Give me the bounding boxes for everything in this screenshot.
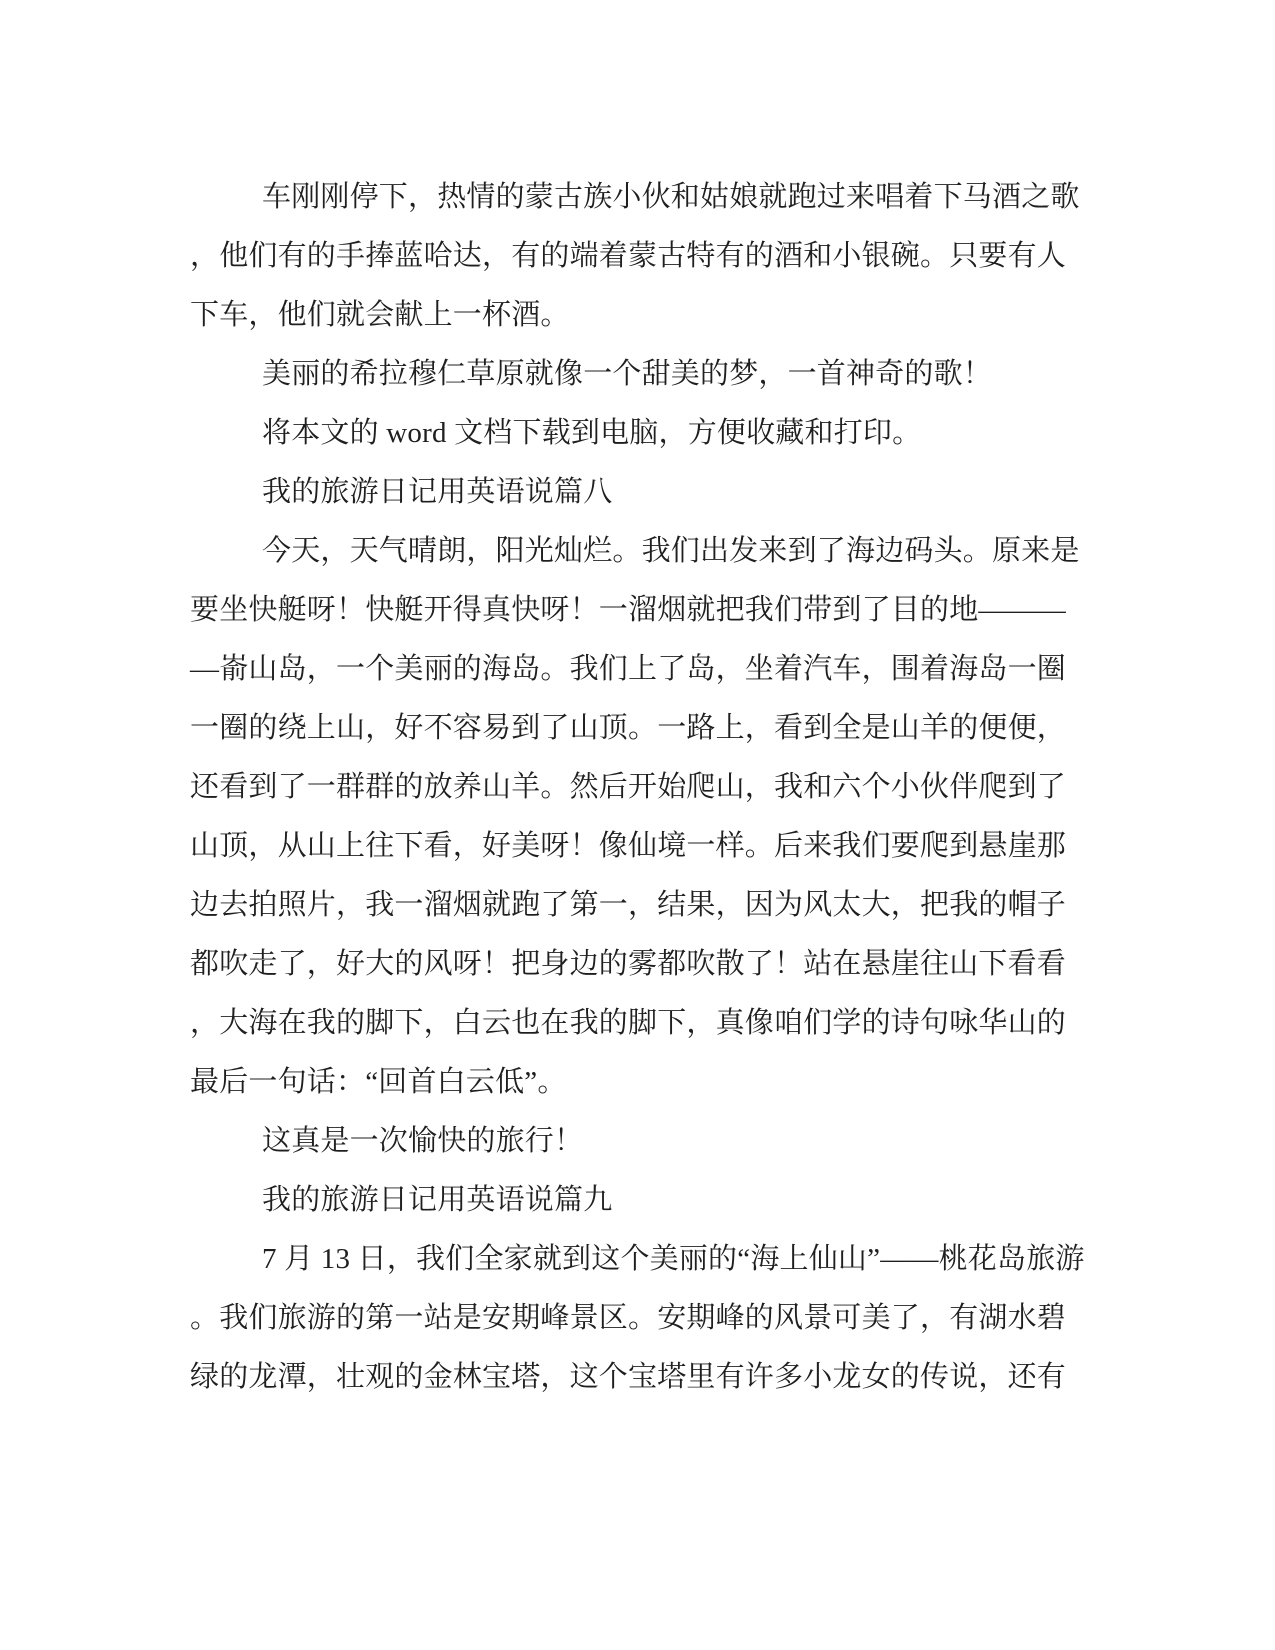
text-line: 今天，天气晴朗，阳光灿烂。我们出发来到了海边码头。原来是 — [262, 535, 1080, 567]
text-line: 。我们旅游的第一站是安期峰景区。安期峰的风景可美了，有湖水碧 — [190, 1302, 1067, 1334]
document-text-block — [190, 168, 1085, 1407]
text-line: 最后一句话：“回首白云低”。 — [190, 1066, 567, 1098]
text-line: 我的旅游日记用英语说篇九 — [262, 1184, 613, 1216]
text-line: ，他们有的手捧蓝哈达，有的端着蒙古特有的酒和小银碗。只要有人 — [190, 240, 1067, 272]
text-line: 我的旅游日记用英语说篇八 — [262, 476, 613, 508]
text-line: 还看到了一群群的放养山羊。然后开始爬山，我和六个小伙伴爬到了 — [190, 771, 1067, 803]
text-line: 将本文的 word 文档下载到电脑，方便收藏和打印。 — [262, 417, 922, 449]
text-line: 山顶，从山上往下看，好美呀！像仙境一样。后来我们要爬到悬崖那 — [190, 830, 1067, 862]
text-line: ，大海在我的脚下，白云也在我的脚下，真像咱们学的诗句咏华山的 — [190, 1007, 1067, 1039]
text-line: 绿的龙潭，壮观的金林宝塔，这个宝塔里有许多小龙女的传说，还有 — [190, 1361, 1067, 1393]
text-line: 都吹走了，好大的风呀！把身边的雾都吹散了！站在悬崖往山下看看 — [190, 948, 1067, 980]
text-line: 下车，他们就会献上一杯酒。 — [190, 299, 570, 331]
text-line: 一圈的绕上山，好不容易到了山顶。一路上，看到全是山羊的便便， — [190, 712, 1067, 744]
text-line: 这真是一次愉快的旅行！ — [262, 1125, 584, 1157]
text-line: —嵛山岛，一个美丽的海岛。我们上了岛，坐着汽车，围着海岛一圈 — [190, 653, 1067, 685]
text-line: 要坐快艇呀！快艇开得真快呀！一溜烟就把我们带到了目的地——— — [190, 594, 1067, 626]
text-line: 美丽的希拉穆仁草原就像一个甜美的梦，一首神奇的歌！ — [262, 358, 993, 390]
text-line: 7 月 13 日，我们全家就到这个美丽的“海上仙山”——桃花岛旅游 — [262, 1243, 1085, 1275]
text-line: 边去拍照片，我一溜烟就跑了第一，结果，因为风太大，把我的帽子 — [190, 889, 1067, 921]
text-line: 车刚刚停下，热情的蒙古族小伙和姑娘就跑过来唱着下马酒之歌 — [262, 181, 1080, 213]
